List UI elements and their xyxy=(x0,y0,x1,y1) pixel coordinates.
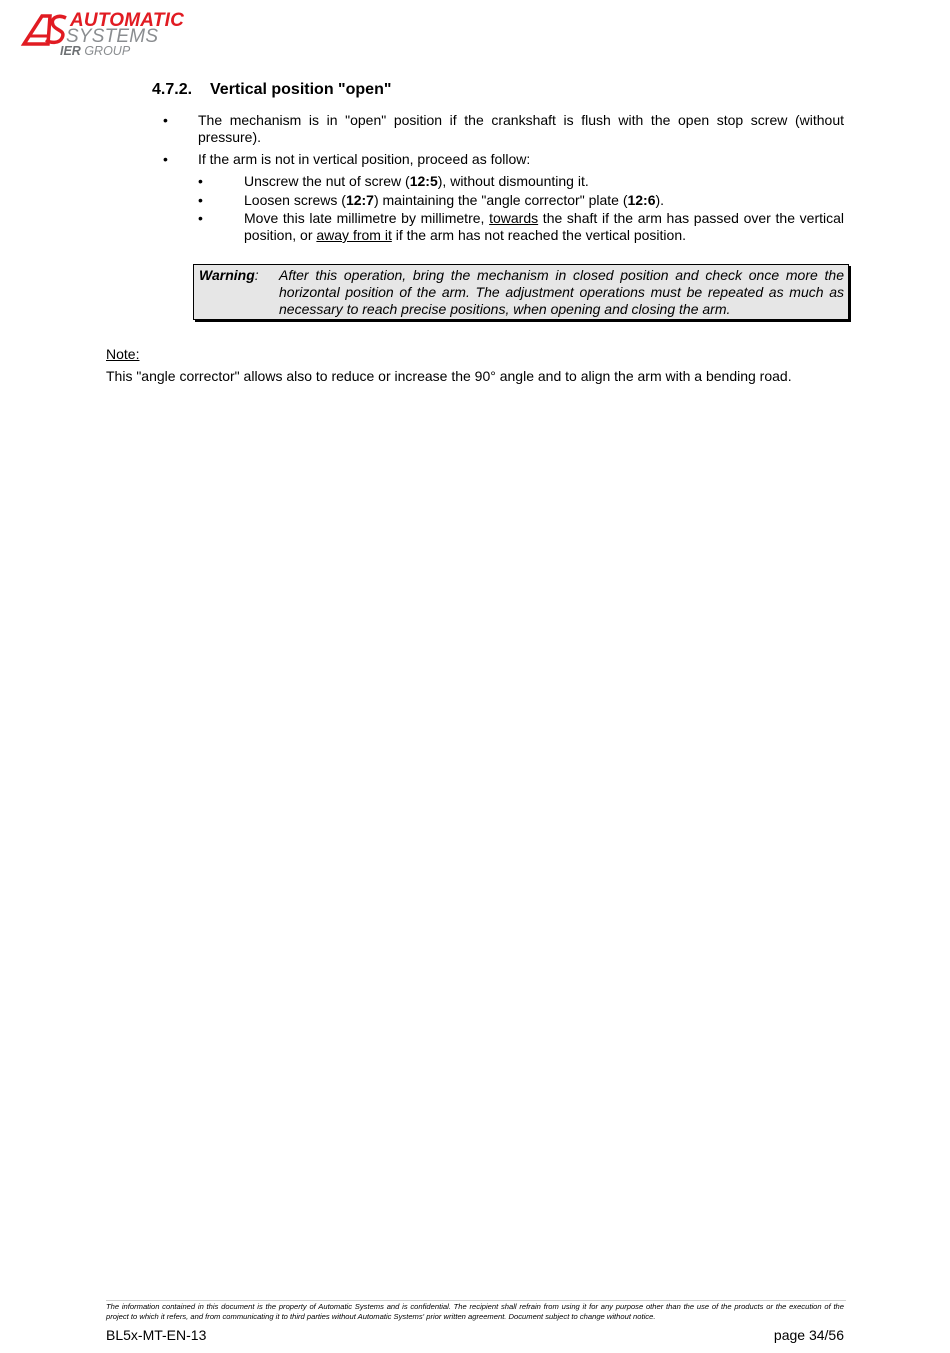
figure-reference: 12:5 xyxy=(409,173,438,189)
section-title: Vertical position "open" xyxy=(210,81,392,98)
page-number: page 34/56 xyxy=(773,1327,844,1343)
note-label: Note: xyxy=(106,346,140,362)
list-item: Loosen screws (12:7) maintaining the "angle corrector" plate (12:6). xyxy=(244,192,665,208)
note-text: This "angle corrector" allows also to reduce or increase the 90° angle and to align the arm with a bending road. xyxy=(106,368,792,384)
bullet-dot: • xyxy=(198,210,203,226)
bullet-dot: • xyxy=(198,192,203,208)
footer-divider xyxy=(106,1300,846,1301)
warning-box xyxy=(193,264,849,320)
list-item: Unscrew the nut of screw (12:5), without dismounting it. xyxy=(244,173,589,189)
logo-line-2: SYSTEMS xyxy=(66,26,159,47)
list-item: The mechanism is in "open" position if the crankshaft is flush with the open stop screw (without pressure). xyxy=(198,112,844,145)
logo-line-1: AUTOMATIC xyxy=(70,10,185,31)
bullet-dot: • xyxy=(198,173,203,189)
bullet-dot: • xyxy=(163,151,168,167)
logo-line-3: IER GROUP xyxy=(60,44,131,58)
list-item: If the arm is not in vertical position, proceed as follow: xyxy=(198,151,531,167)
document-reference: BL5x-MT-EN-13 xyxy=(106,1327,207,1343)
figure-reference: 12:6 xyxy=(627,192,656,208)
confidentiality-disclaimer: The information contained in this document is the property of Automatic Systems and is confidential. The recipient shall refrain from using it for any purpose other than the use of the products or the execution of the project to which it refers, and from communicating it to third parties without Automatic Systems' prior written agreement. Document subject to change without notice. xyxy=(106,1302,844,1321)
section-number: 4.7.2. xyxy=(152,81,193,98)
figure-reference: 12:7 xyxy=(345,192,374,208)
bullet-dot: • xyxy=(163,112,168,128)
warning-text: After this operation, bring the mechanism in closed position and check once more the horizontal position of the arm. The adjustment operations must be repeated as much as necessary to reach precise positions, when opening and closing the arm. xyxy=(279,267,844,317)
logo-mark-icon xyxy=(20,10,70,46)
section-heading xyxy=(152,81,391,99)
warning-label: Warning: xyxy=(199,267,259,283)
list-item: Move this late millimetre by millimetre, towards the shaft if the arm has passed over the vertical position, or away from it if the arm has not reached the vertical position. xyxy=(244,210,844,243)
company-logo xyxy=(20,10,195,62)
